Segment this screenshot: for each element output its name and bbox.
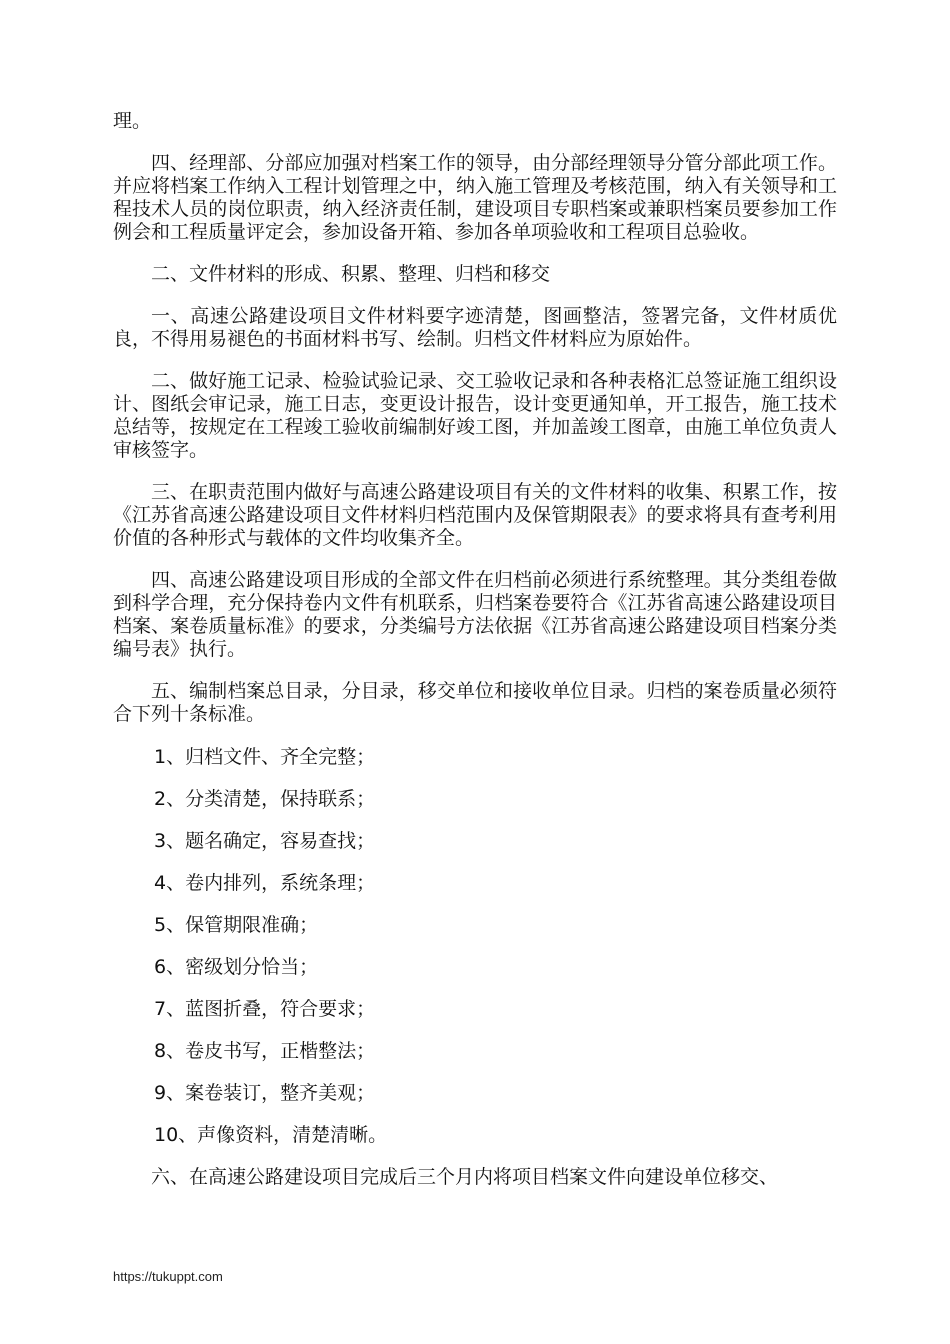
list-item: 10、声像资料，清楚清晰。: [154, 1124, 388, 1146]
list-item: 9、案卷装订，整齐美观；: [154, 1082, 376, 1104]
list-item: 5、保管期限准确；: [154, 914, 319, 936]
list-item: 4、卷内排列，系统条理；: [154, 872, 376, 894]
paragraph-systematic-arrangement: 四、高速公路建设项目形成的全部文件在归档前必须进行系统整理。其分类组卷做到科学合理，充分保持卷内文件有机联系，归档案卷要符合《江苏省高速公路建设项目档案、案卷质量标准》的要求，分类编号方法依据《江苏省高速公路建设项目档案分类编号表》执行。: [113, 569, 837, 660]
paragraph-catalog-standards: 五、编制档案总目录，分目录，移交单位和接收单位目录。归档的案卷质量必须符合下列十条标准。: [113, 680, 837, 725]
standards-list: [113, 746, 837, 1147]
paragraph-collection-scope: 三、在职责范围内做好与高速公路建设项目有关的文件材料的收集、积累工作，按《江苏省高速公路建设项目文件材料归档范围内及保管期限表》的要求将具有查考利用价值的各种形式与载体的文件均收集齐全。: [113, 481, 837, 549]
footer-url[interactable]: https://tukuppt.com: [113, 1269, 223, 1284]
list-item: 7、蓝图折叠，符合要求；: [154, 998, 376, 1020]
list-item: 1、归档文件、齐全完整；: [154, 746, 376, 768]
section-heading-file-materials: 二、文件材料的形成、积累、整理、归档和移交: [151, 263, 551, 285]
list-item: 8、卷皮书写，正楷整法；: [154, 1040, 376, 1062]
paragraph-transfer: 六、在高速公路建设项目完成后三个月内将项目档案文件向建设单位移交、: [151, 1166, 779, 1188]
paragraph-archive-leadership: 四、经理部、分部应加强对档案工作的领导，由分部经理领导分管分部此项工作。并应将档案工作纳入工程计划管理之中，纳入施工管理及考核范围，纳入有关领导和工程技术人员的岗位职责，纳入经济责任制，建设项目专职档案或兼职档案员要参加工作例会和工程质量评定会，参加设备开箱、参加各单项验收和工程项目总验收。: [113, 152, 837, 243]
document-body: [113, 110, 837, 1208]
list-item: 3、题名确定，容易查找；: [154, 830, 376, 852]
paragraph-continuation: 理。: [113, 110, 152, 132]
paragraph-construction-records: 二、做好施工记录、检验试验记录、交工验收记录和各种表格汇总签证施工组织设计、图纸会审记录，施工日志，变更设计报告，设计变更通知单，开工报告，施工技术总结等，按规定在工程竣工验收前编制好竣工图，并加盖竣工图章，由施工单位负责人审核签字。: [113, 370, 837, 461]
paragraph-material-quality: 一、高速公路建设项目文件材料要字迹清楚，图画整洁，签署完备，文件材质优良，不得用易褪色的书面材料书写、绘制。归档文件材料应为原始件。: [113, 305, 837, 350]
list-item: 6、密级划分恰当；: [154, 956, 319, 978]
list-item: 2、分类清楚，保持联系；: [154, 788, 376, 810]
